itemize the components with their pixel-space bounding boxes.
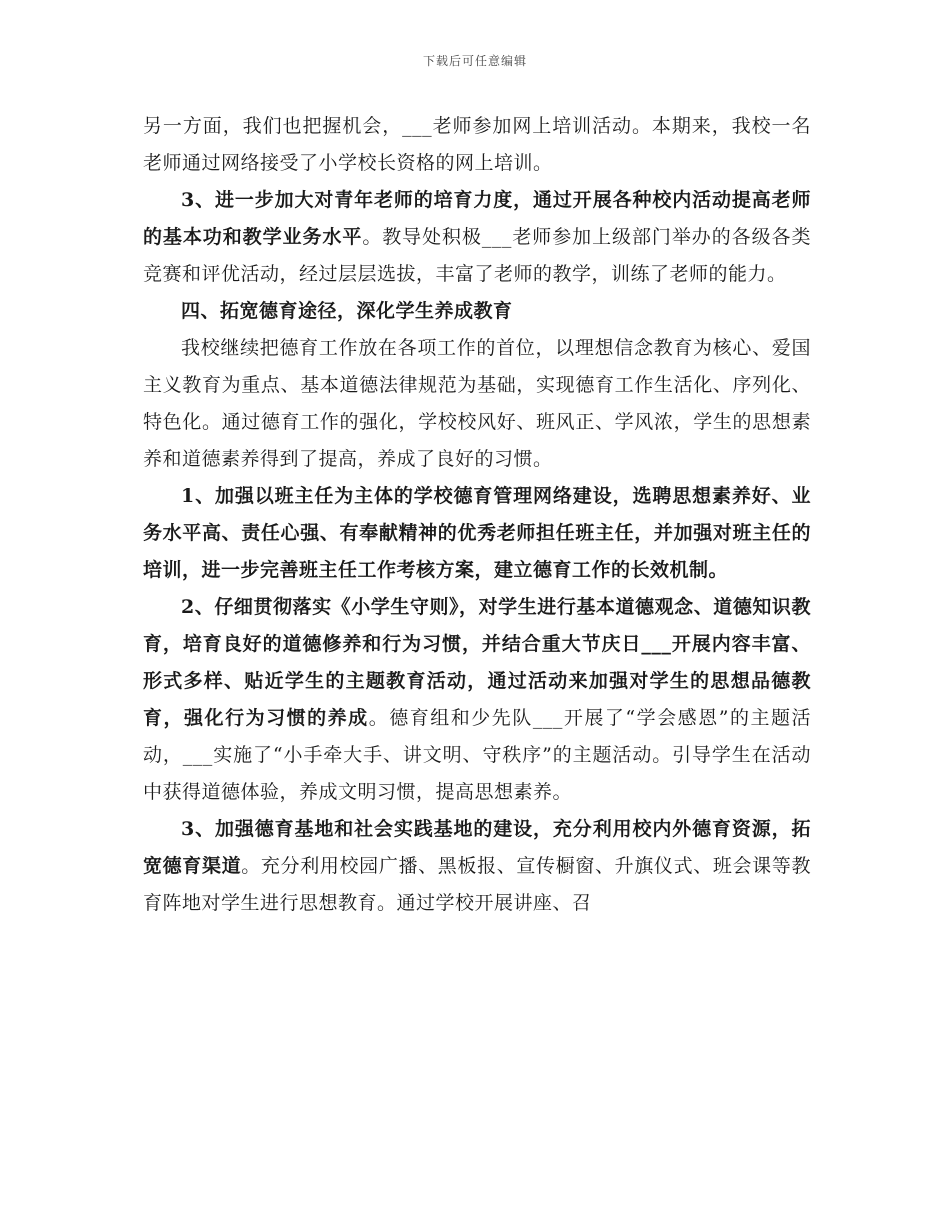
paragraph-text: 另一方面，我们也把握机会，___老师参加网上培训活动。本期来，我校一名老师通过网络接受了小学校长资格的网上培训。: [143, 115, 811, 174]
page-header-note: 下载后可任意编辑: [422, 54, 527, 68]
paragraph-text: 。充分利用校园广播、黑板报、宣传橱窗、升旗仪式、班会课等教育阵地对学生进行思想教育。通过学校开展讲座、召: [143, 855, 811, 914]
paragraph-bold-lead: 1、加强以班主任为主体的学校德育管理网络建设，选聘思想素养好、业务水平高、责任心强、有奉献精神的优秀老师担任班主任，并加强对班主任的培训，进一步完善班主任工作考核方案，建立德育工作的长效机制。: [143, 485, 811, 581]
section-heading-text: 四、拓宽德育途径，深化学生养成教育: [181, 300, 513, 322]
paragraph-text: 。教导处积极___老师参加上级部门举办的各级各类竞赛和评优活动，经过层层选拔，丰富了老师的教学，训练了老师的能力。: [143, 226, 811, 285]
section-heading-moral-education: [143, 293, 811, 330]
paragraph-young-teachers: [143, 182, 811, 293]
paragraph-head-teacher-network: [143, 478, 811, 589]
paragraph-bold-lead: 2、仔细贯彻落实《小学生守则》，对学生进行基本道德观念、道德知识教育，培育良好的道德修养和行为习惯，并结合重大节庆日___开展内容丰富、形式多样、贴近学生的主题教育活动，通过活动来加强对学生的思想品德教育，强化行为习惯的养成: [143, 596, 811, 729]
paragraph-text: 。德育组和少先队___开展了“学会感恩”的主题活动，___实施了“小手牵大手、讲文明、守秩序”的主题活动。引导学生在活动中获得道德体验，养成文明习惯，提高思想素养。: [143, 707, 811, 803]
paragraph-student-code: [143, 589, 811, 811]
paragraph-bold-lead: 3、加强德育基地和社会实践基地的建设，充分利用校内外德育资源，拓宽德育渠道: [143, 818, 811, 877]
paragraph-practice-base: [143, 811, 811, 922]
paragraph-online-training: [143, 108, 811, 182]
document-body: [143, 108, 811, 922]
paragraph-bold-lead: 3、进一步加大对青年老师的培育力度，通过开展各种校内活动提高老师的基本功和教学业务水平: [143, 189, 811, 248]
paragraph-text: 我校继续把德育工作放在各项工作的首位，以理想信念教育为核心、爱国主义教育为重点、基本道德法律规范为基础，实现德育工作生活化、序列化、特色化。通过德育工作的强化，学校校风好、班风正、学风浓，学生的思想素养和道德素养得到了提高，养成了良好的习惯。: [143, 337, 811, 470]
paragraph-moral-overview: [143, 330, 811, 478]
